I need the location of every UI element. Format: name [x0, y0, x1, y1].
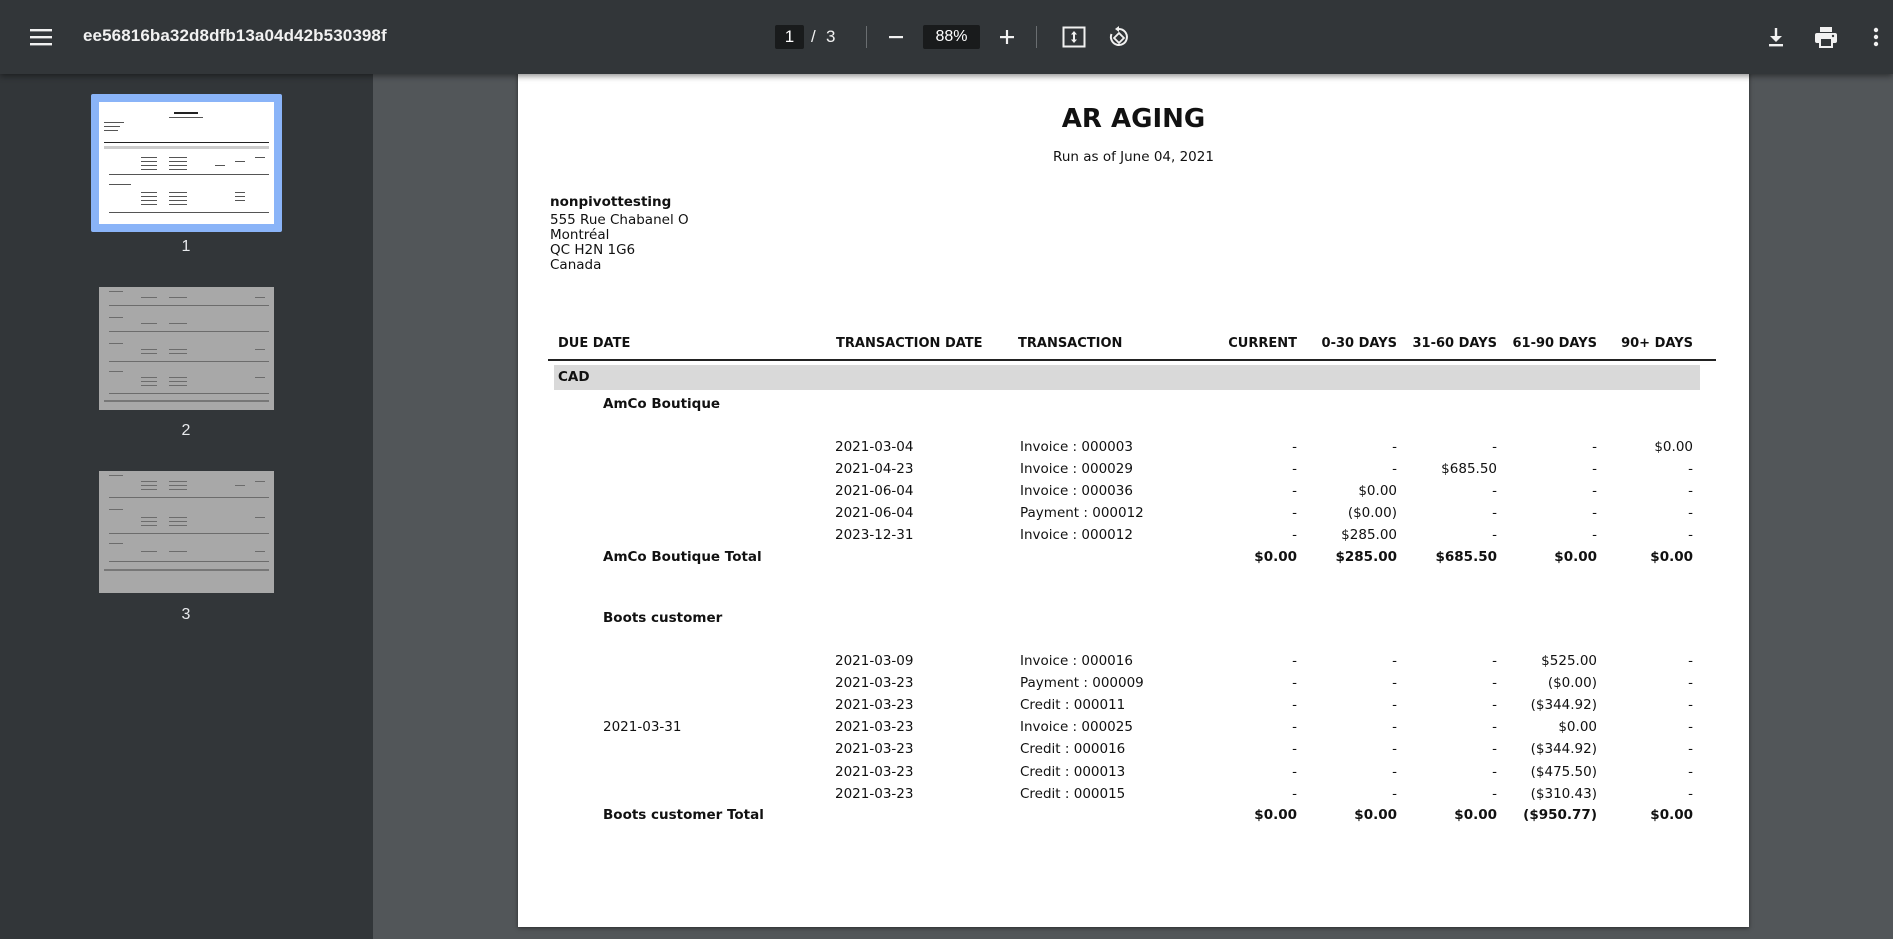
- customer-total-current: $0.00: [1254, 549, 1297, 565]
- table-cell-d0-30: -: [1392, 697, 1397, 713]
- currency-label: CAD: [558, 369, 590, 385]
- table-cell-tx-date: 2021-04-23: [835, 461, 914, 477]
- table-cell-transaction: Invoice : 000025: [1020, 719, 1133, 735]
- table-cell-current: -: [1292, 439, 1297, 455]
- table-cell-current: -: [1292, 764, 1297, 780]
- table-cell-d0-30: -: [1392, 741, 1397, 757]
- print-icon[interactable]: [1806, 17, 1846, 57]
- table-cell-transaction: Invoice : 000003: [1020, 439, 1133, 455]
- customer-total-d61-90: ($950.77): [1523, 807, 1597, 823]
- header-divider: [548, 359, 1716, 361]
- customer-total-d31-60: $685.50: [1435, 549, 1497, 565]
- table-cell-d90-plus: -: [1688, 719, 1693, 735]
- table-cell-due-date: 2021-03-31: [603, 719, 682, 735]
- customer-name: AmCo Boutique: [603, 396, 721, 412]
- table-cell-tx-date: 2021-03-09: [835, 653, 914, 669]
- table-cell-current: -: [1292, 741, 1297, 757]
- customer-total-label: AmCo Boutique Total: [603, 549, 762, 565]
- column-header-0-30-days: 0-30 DAYS: [1321, 336, 1397, 351]
- table-cell-d61-90: -: [1592, 527, 1597, 543]
- table-cell-transaction: Invoice : 000036: [1020, 483, 1133, 499]
- table-cell-d31-60: -: [1492, 719, 1497, 735]
- table-cell-d31-60: -: [1492, 505, 1497, 521]
- table-cell-d0-30: -: [1392, 764, 1397, 780]
- table-cell-d90-plus: -: [1688, 741, 1693, 757]
- thumbnail-label: 2: [181, 422, 191, 439]
- pdf-page: [518, 74, 1749, 927]
- table-cell-d0-30: -: [1392, 786, 1397, 802]
- table-cell-tx-date: 2021-03-04: [835, 439, 914, 455]
- customer-total-d0-30: $0.00: [1354, 807, 1397, 823]
- table-cell-d31-60: -: [1492, 483, 1497, 499]
- table-cell-current: -: [1292, 461, 1297, 477]
- table-cell-tx-date: 2021-03-23: [835, 719, 914, 735]
- toolbar-divider: [866, 26, 867, 48]
- table-cell-d61-90: ($310.43): [1530, 786, 1597, 802]
- table-cell-d90-plus: -: [1688, 461, 1693, 477]
- table-cell-d31-60: $685.50: [1441, 461, 1497, 477]
- table-cell-d31-60: -: [1492, 527, 1497, 543]
- table-cell-d90-plus: -: [1688, 764, 1693, 780]
- fit-page-icon[interactable]: [1054, 17, 1094, 57]
- thumbnail-page-2[interactable]: [99, 287, 274, 410]
- customer-total-d0-30: $285.00: [1335, 549, 1397, 565]
- rotate-icon[interactable]: [1099, 17, 1139, 57]
- table-cell-d61-90: ($0.00): [1547, 675, 1597, 691]
- table-cell-d90-plus: $0.00: [1654, 439, 1693, 455]
- table-cell-d0-30: -: [1392, 675, 1397, 691]
- table-cell-d0-30: $285.00: [1341, 527, 1397, 543]
- column-header-90-plus-days: 90+ DAYS: [1621, 336, 1693, 351]
- table-cell-current: -: [1292, 505, 1297, 521]
- table-cell-tx-date: 2023-12-31: [835, 527, 914, 543]
- column-header-current: CURRENT: [1228, 336, 1297, 351]
- customer-name: Boots customer: [603, 610, 723, 626]
- table-cell-d61-90: -: [1592, 505, 1597, 521]
- table-cell-transaction: Payment : 000012: [1020, 505, 1144, 521]
- more-vert-icon[interactable]: [1856, 17, 1893, 57]
- table-cell-d90-plus: -: [1688, 697, 1693, 713]
- customer-total-current: $0.00: [1254, 807, 1297, 823]
- column-header-due-date: DUE DATE: [558, 336, 631, 351]
- table-cell-tx-date: 2021-03-23: [835, 764, 914, 780]
- table-cell-d31-60: -: [1492, 786, 1497, 802]
- table-cell-d0-30: -: [1392, 461, 1397, 477]
- table-cell-current: -: [1292, 483, 1297, 499]
- zoom-out-icon[interactable]: [876, 17, 916, 57]
- table-cell-d0-30: -: [1392, 439, 1397, 455]
- table-cell-d90-plus: -: [1688, 505, 1693, 521]
- table-cell-current: -: [1292, 719, 1297, 735]
- table-cell-d31-60: -: [1492, 741, 1497, 757]
- customer-total-label: Boots customer Total: [603, 807, 764, 823]
- table-cell-d90-plus: -: [1688, 675, 1693, 691]
- address-line: 555 Rue Chabanel O: [550, 212, 689, 228]
- table-cell-tx-date: 2021-06-04: [835, 505, 914, 521]
- table-cell-d61-90: $0.00: [1558, 719, 1597, 735]
- table-cell-d0-30: ($0.00): [1347, 505, 1397, 521]
- table-cell-d61-90: -: [1592, 483, 1597, 499]
- table-cell-d61-90: $525.00: [1541, 653, 1597, 669]
- report-subtitle: Run as of June 04, 2021: [1053, 149, 1214, 165]
- table-cell-d90-plus: -: [1688, 786, 1693, 802]
- table-cell-d61-90: ($344.92): [1530, 697, 1597, 713]
- table-cell-transaction: Payment : 000009: [1020, 675, 1144, 691]
- customer-total-d61-90: $0.00: [1554, 549, 1597, 565]
- table-cell-d61-90: -: [1592, 461, 1597, 477]
- address-line: Montréal: [550, 227, 610, 243]
- toolbar-divider: [1036, 26, 1037, 48]
- table-cell-tx-date: 2021-03-23: [835, 786, 914, 802]
- table-cell-d31-60: -: [1492, 675, 1497, 691]
- zoom-input[interactable]: 88%: [923, 25, 980, 49]
- table-cell-d90-plus: -: [1688, 653, 1693, 669]
- column-header-31-60-days: 31-60 DAYS: [1412, 336, 1497, 351]
- company-name: nonpivottesting: [550, 194, 672, 210]
- table-cell-tx-date: 2021-03-23: [835, 741, 914, 757]
- download-icon[interactable]: [1756, 17, 1796, 57]
- table-cell-transaction: Invoice : 000012: [1020, 527, 1133, 543]
- document-viewer[interactable]: [373, 74, 1893, 939]
- table-cell-current: -: [1292, 786, 1297, 802]
- table-cell-d61-90: ($344.92): [1530, 741, 1597, 757]
- table-cell-current: -: [1292, 527, 1297, 543]
- table-cell-transaction: Credit : 000011: [1020, 697, 1126, 713]
- toolbar: [0, 0, 1893, 74]
- table-cell-d31-60: -: [1492, 697, 1497, 713]
- page-separator: /: [811, 27, 816, 46]
- currency-group-band: [554, 365, 1700, 390]
- address-line: Canada: [550, 257, 602, 273]
- column-header-transaction-date: TRANSACTION DATE: [836, 336, 983, 351]
- table-cell-d0-30: -: [1392, 719, 1397, 735]
- table-cell-d90-plus: -: [1688, 483, 1693, 499]
- table-cell-current: -: [1292, 653, 1297, 669]
- table-cell-d90-plus: -: [1688, 527, 1693, 543]
- table-cell-d0-30: $0.00: [1358, 483, 1397, 499]
- thumbnail-page-1[interactable]: [99, 102, 274, 224]
- thumbnail-label: 3: [181, 606, 191, 623]
- document-title: ee56816ba32d8dfb13a04d42b530398f: [83, 26, 387, 45]
- customer-total-d31-60: $0.00: [1454, 807, 1497, 823]
- table-cell-d61-90: ($475.50): [1530, 764, 1597, 780]
- report-title: AR AGING: [1061, 104, 1206, 134]
- menu-icon[interactable]: [21, 17, 61, 57]
- table-cell-current: -: [1292, 675, 1297, 691]
- table-cell-current: -: [1292, 697, 1297, 713]
- table-cell-d31-60: -: [1492, 439, 1497, 455]
- table-cell-d0-30: -: [1392, 653, 1397, 669]
- customer-total-d90-plus: $0.00: [1650, 549, 1693, 565]
- table-cell-tx-date: 2021-03-23: [835, 697, 914, 713]
- customer-total-d90-plus: $0.00: [1650, 807, 1693, 823]
- page-number-input[interactable]: 1: [775, 25, 804, 49]
- table-cell-transaction: Credit : 000013: [1020, 764, 1126, 780]
- page-count: 3: [826, 27, 836, 46]
- thumbnail-sidebar: [0, 74, 373, 939]
- thumbnail-label: 1: [181, 238, 191, 255]
- table-cell-d31-60: -: [1492, 764, 1497, 780]
- table-cell-tx-date: 2021-06-04: [835, 483, 914, 499]
- table-cell-tx-date: 2021-03-23: [835, 675, 914, 691]
- table-cell-transaction: Invoice : 000029: [1020, 461, 1133, 477]
- column-header-transaction: TRANSACTION: [1018, 336, 1123, 351]
- zoom-in-icon[interactable]: [987, 17, 1027, 57]
- address-line: QC H2N 1G6: [550, 242, 636, 258]
- column-header-61-90-days: 61-90 DAYS: [1512, 336, 1597, 351]
- table-cell-transaction: Credit : 000015: [1020, 786, 1126, 802]
- table-cell-transaction: Credit : 000016: [1020, 741, 1126, 757]
- table-cell-d31-60: -: [1492, 653, 1497, 669]
- thumbnail-page-3[interactable]: [99, 471, 274, 593]
- table-cell-d61-90: -: [1592, 439, 1597, 455]
- table-cell-transaction: Invoice : 000016: [1020, 653, 1133, 669]
